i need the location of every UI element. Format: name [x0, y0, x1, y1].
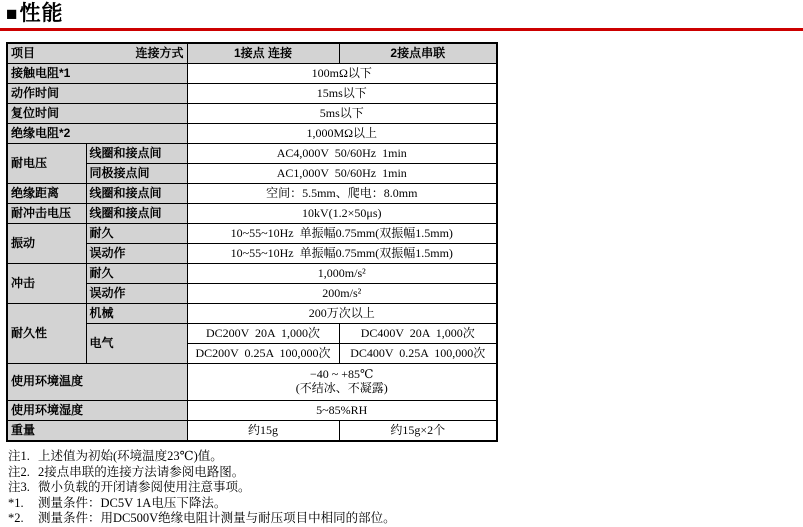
row-value: 10kV(1.2×50μs)	[187, 204, 497, 224]
row-label: 振动	[7, 224, 86, 264]
table-row	[7, 401, 497, 421]
header-1contact-column: 1接点 连接	[187, 43, 339, 64]
table-row	[7, 124, 497, 144]
row-value: 1,000MΩ以上	[187, 124, 497, 144]
footnote-text: 微小负载的开闭请参阅使用注意事项。	[38, 480, 251, 494]
row-subitem: 误动作	[86, 284, 187, 304]
row-value-1contact: 约15g	[187, 421, 339, 442]
footnote-text: 上述值为初始(环境温度23℃)值。	[38, 449, 223, 463]
row-value-2contact: DC400V 0.25A 100,000次	[339, 344, 497, 364]
row-value: 5~85%RH	[187, 401, 497, 421]
table-row	[7, 104, 497, 124]
row-value: 10~55~10Hz 单振幅0.75mm(双振幅1.5mm)	[187, 224, 497, 244]
header-2contact-column: 2接点串联	[339, 43, 497, 64]
row-value: 1,000m/s²	[187, 264, 497, 284]
footnote	[8, 480, 803, 496]
footnote	[8, 465, 803, 481]
row-label: 使用环境温度	[7, 364, 187, 401]
table-row	[7, 64, 497, 84]
row-label: 接触电阻*1	[7, 64, 187, 84]
row-label: 复位时间	[7, 104, 187, 124]
row-label: 绝缘距离	[7, 184, 86, 204]
footnote-text: 2接点串联的连接方法请参阅电路图。	[38, 464, 245, 479]
row-label: 冲击	[7, 264, 86, 304]
row-value: 100mΩ以下	[187, 64, 497, 84]
table-header-row	[7, 43, 497, 64]
page-title-text: 性能	[19, 2, 64, 25]
row-subitem: 同极接点间	[86, 164, 187, 184]
row-label: 耐电压	[7, 144, 86, 184]
row-value: 15ms以下	[187, 84, 497, 104]
table-row	[7, 264, 497, 284]
footnote-marker: *2.	[8, 511, 24, 525]
table-row	[7, 204, 497, 224]
row-value: 空间：5.5mm、爬电：8.0mm	[187, 184, 497, 204]
footnotes	[8, 449, 803, 527]
temperature-range: −40 ~ +85℃	[310, 367, 374, 382]
section-marker-icon: ■	[6, 4, 19, 25]
table-row	[7, 184, 497, 204]
page-title	[6, 3, 803, 26]
footnote-marker: 注1.	[8, 449, 30, 463]
row-value: 10~55~10Hz 单振幅0.75mm(双振幅1.5mm)	[187, 244, 497, 264]
section-header	[0, 0, 803, 26]
row-subitem: 线圈和接点间	[86, 184, 187, 204]
row-label: 耐久性	[7, 304, 86, 364]
row-label: 使用环境湿度	[7, 401, 187, 421]
row-subitem: 耐久	[86, 224, 187, 244]
header-item-connection-cell	[7, 43, 187, 64]
row-value-2contact: 约15g×2个	[339, 421, 497, 442]
table-row	[7, 421, 497, 442]
table-row	[7, 224, 497, 244]
footnote	[8, 511, 803, 527]
row-label: 重量	[7, 421, 187, 442]
footnote-text: 测量条件：DC5V 1A电压下降法。	[38, 495, 227, 510]
row-subitem: 耐久	[86, 264, 187, 284]
row-label: 动作时间	[7, 84, 187, 104]
footnote-marker: 注3.	[8, 480, 30, 494]
row-value: 200万次以上	[187, 304, 497, 324]
table-row	[7, 144, 497, 164]
table-row	[7, 304, 497, 324]
table-row	[7, 84, 497, 104]
row-value-1contact: DC200V 0.25A 100,000次	[187, 344, 339, 364]
table-row	[7, 364, 497, 401]
row-value: AC4,000V 50/60Hz 1min	[187, 144, 497, 164]
row-value: 5ms以下	[187, 104, 497, 124]
row-subitem: 误动作	[86, 244, 187, 264]
performance-spec-table	[6, 42, 498, 442]
footnote	[8, 496, 803, 512]
footnote-text: 测量条件：用DC500V绝缘电阻计测量与耐压项目中相同的部位。	[38, 511, 396, 525]
temperature-condition: (不结冰、不凝露)	[295, 381, 388, 395]
row-label: 耐冲击电压	[7, 204, 86, 224]
header-item-label: 项目	[11, 45, 36, 60]
row-value-1contact: DC200V 20A 1,000次	[187, 324, 339, 344]
row-value: AC1,000V 50/60Hz 1min	[187, 164, 497, 184]
row-value-2contact: DC400V 20A 1,000次	[339, 324, 497, 344]
row-value	[187, 364, 497, 401]
row-subitem: 机械	[86, 304, 187, 324]
row-subitem: 线圈和接点间	[86, 144, 187, 164]
title-underline	[0, 28, 803, 31]
footnote	[8, 449, 803, 465]
row-subitem: 电气	[86, 324, 187, 364]
row-subitem: 线圈和接点间	[86, 204, 187, 224]
row-value: 200m/s²	[187, 284, 497, 304]
header-connection-label: 连接方式	[135, 45, 184, 60]
footnote-marker: 注2.	[8, 464, 30, 479]
row-label: 绝缘电阻*2	[7, 124, 187, 144]
footnote-marker: *1.	[8, 495, 24, 510]
